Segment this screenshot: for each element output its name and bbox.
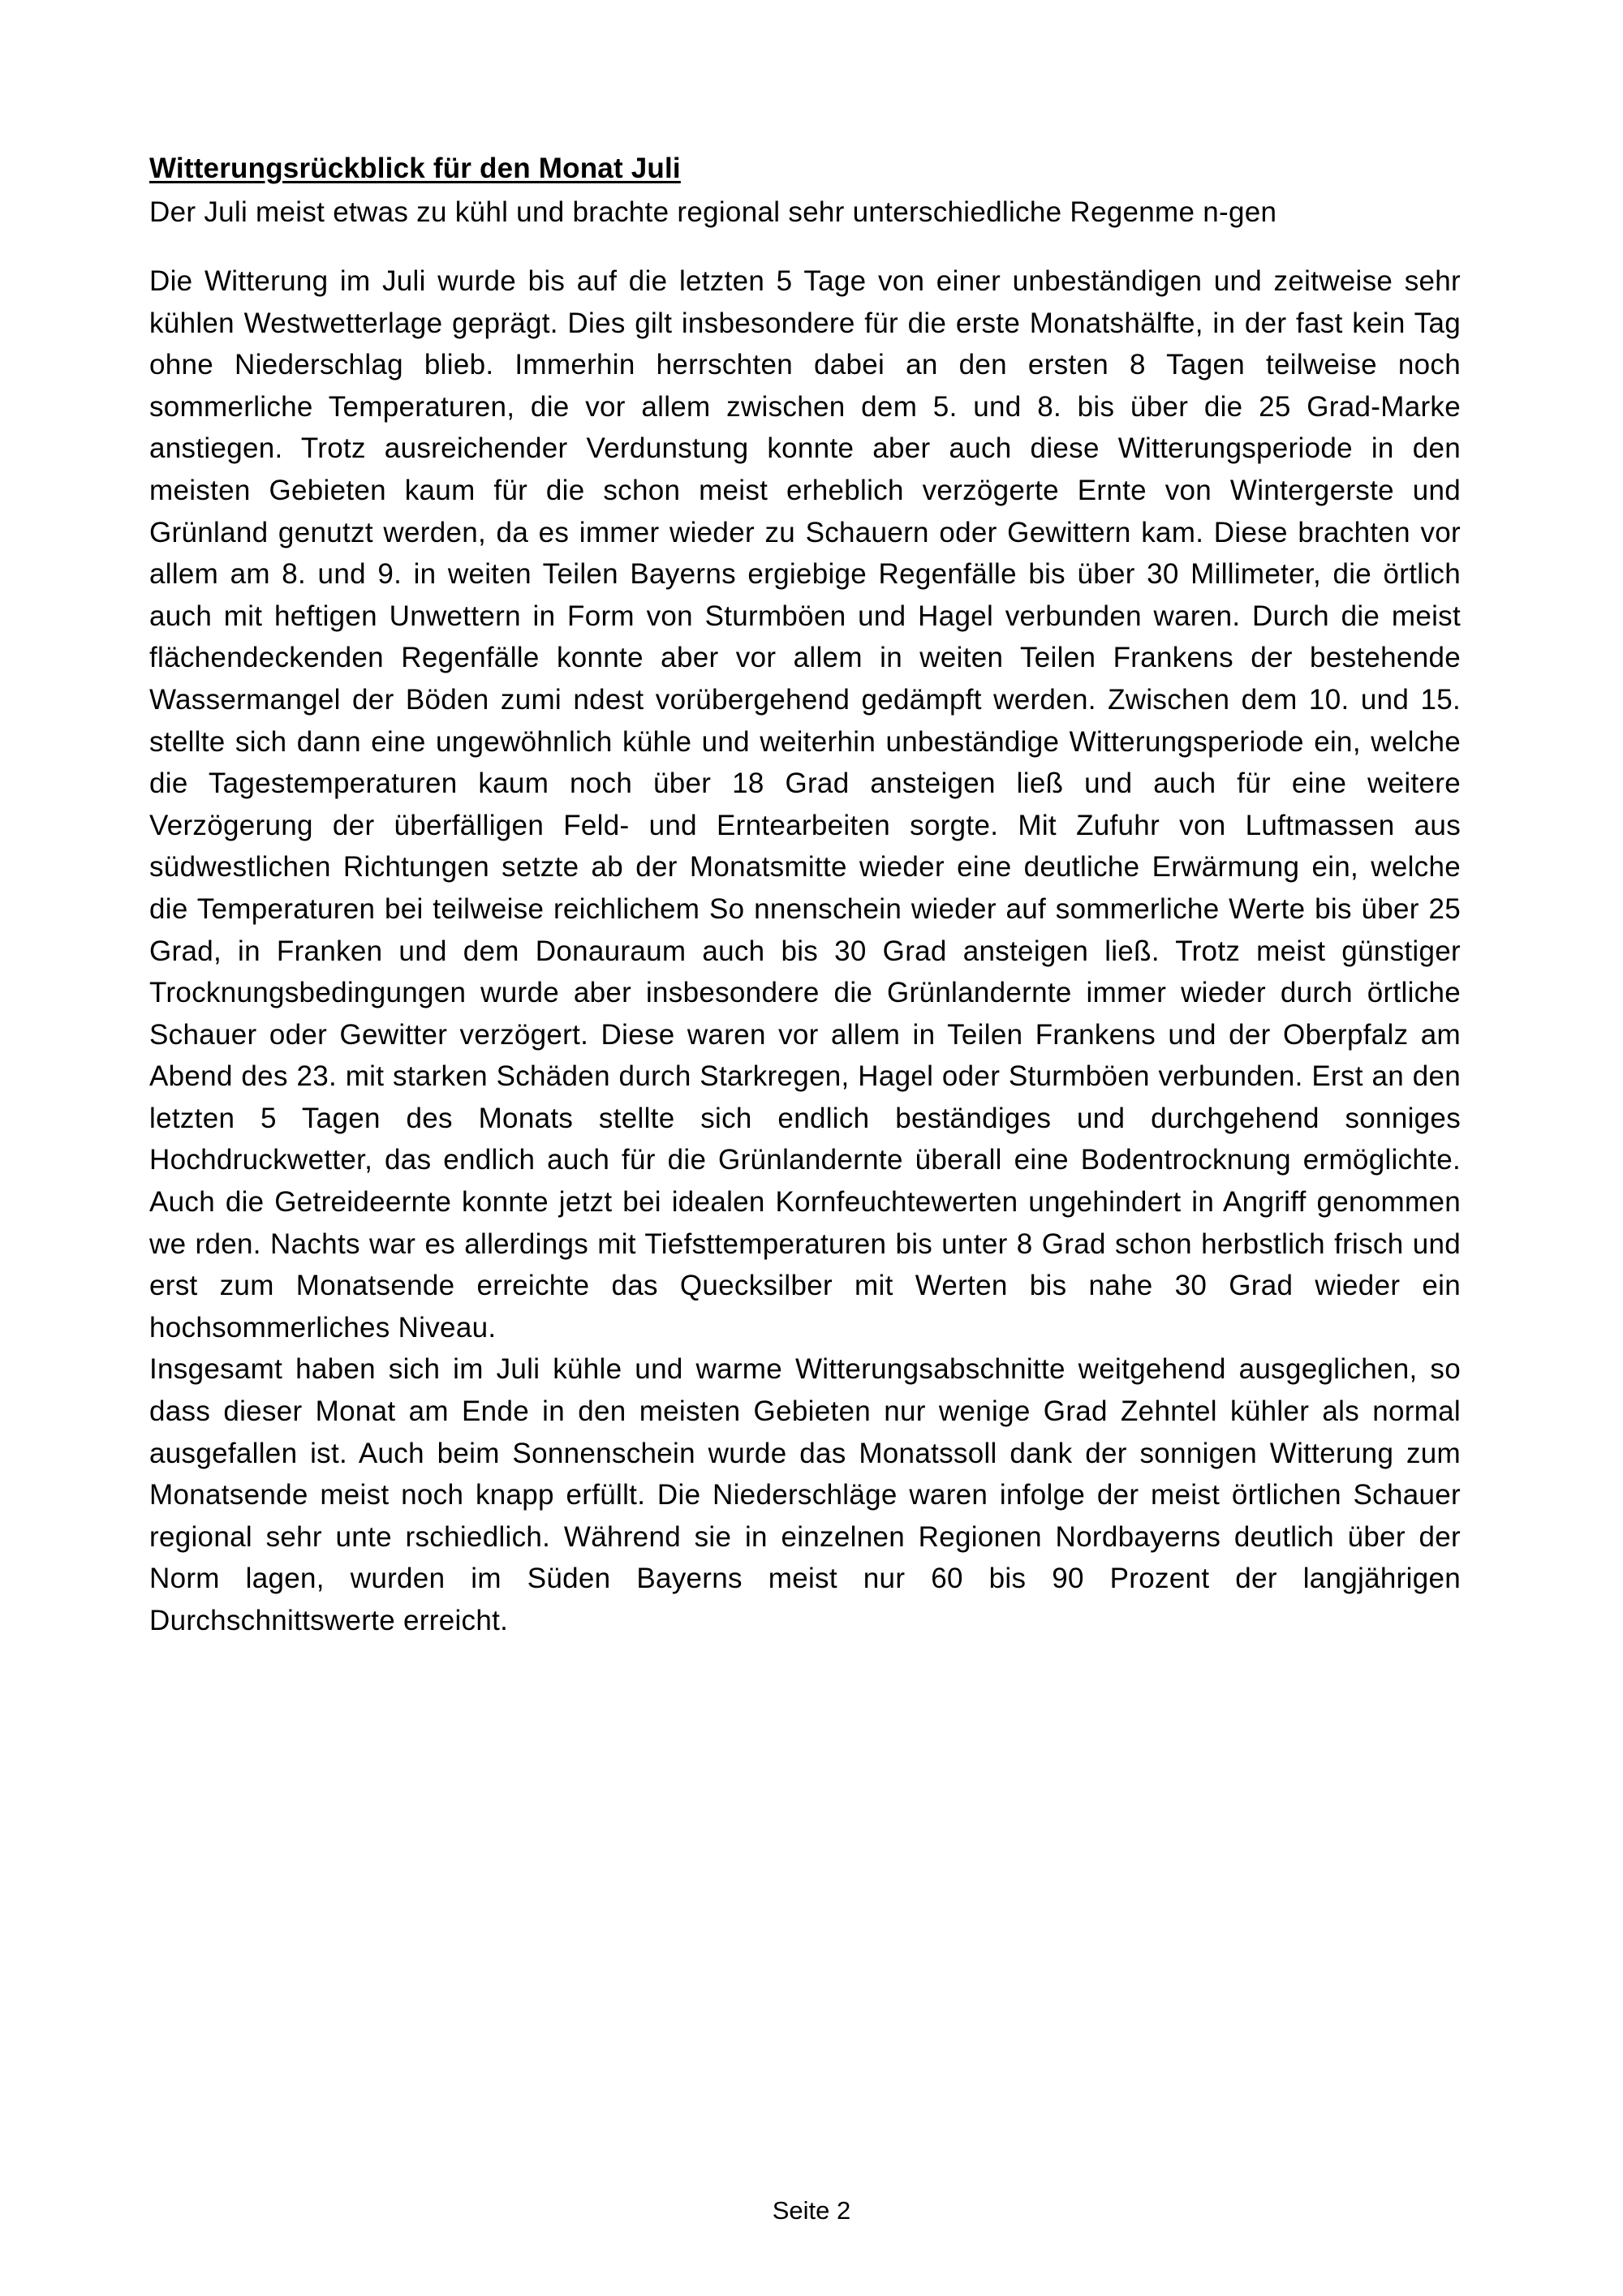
document-title: Witterungsrückblick für den Monat Juli xyxy=(149,153,681,184)
document-body xyxy=(149,148,1461,1642)
document-subtitle: Der Juli meist etwas zu kühl und brachte regional sehr unterschiedliche Regenme n-gen xyxy=(149,196,1277,228)
paragraph-summary: Insgesamt haben sich im Juli kühle und warme Witterungsabschnitte weitgehend ausgeglichen, so dass dieser Monat am Ende in den meisten Gebieten nur wenige Grad Zehntel kühler als normal ausgefallen ist. Auch beim Sonnenschein wurde das Monatssoll dank der sonnigen Witterung zum Monatsende meist noch knapp erfüllt. Die Niederschläge waren infolge der meist örtlichen Schauer regional sehr unte rschiedlich. Während sie in einzelnen Regionen Nordbayerns deutlich über der Norm lagen, wurden im Süden Bayerns meist nur 60 bis 90 Prozent der langjährigen Durchschnittswerte erreicht. xyxy=(149,1353,1461,1636)
page-number: Seite 2 xyxy=(772,2196,851,2225)
paragraph-main: Die Witterung im Juli wurde bis auf die letzten 5 Tage von einer unbeständigen und zeitweise sehr kühlen Westwetterlage geprägt. Dies gilt insbesondere für die erste Monatshälfte, in der fast kein Tag ohne Niederschlag blieb. Immerhin herrschten dabei an den ersten 8 Tagen teilweise noch sommerliche Temperaturen, die vor allem zwischen dem 5. und 8. bis über die 25 Grad-Marke anstiegen. Trotz ausreichender Verdunstung konnte aber auch diese Witterungsperiode in den meisten Gebieten kaum für die schon meist erheblich verzögerte Ernte von Wintergerste und Grünland genutzt werden, da es immer wieder zu Schauern oder Gewittern kam. Diese brachten vor allem am 8. und 9. in weiten Teilen Bayerns ergiebige Regenfälle bis über 30 Millimeter, die örtlich auch mit heftigen Unwettern in Form von Sturmböen und Hagel verbunden waren. Durch die meist flächendeckenden Regenfälle konnte aber vor allem in weiten Teilen Frankens der bestehende Wassermangel der Böden zumi ndest vorübergehend gedämpft werden. Zwischen dem 10. und 15. stellte sich dann eine ungewöhnlich kühle und weiterhin unbeständige Witterungsperiode ein, welche die Tagestemperaturen kaum noch über 18 Grad ansteigen ließ und auch für eine weitere Verzögerung der überfälligen Feld- und Erntearbeiten sorgte. Mit Zufuhr von Luftmassen aus südwestlichen Richtungen setzte ab der Monatsmitte wieder eine deutliche Erwärmung ein, welche die Temperaturen bei teilweise reichlichem So nnenschein wieder auf sommerliche Werte bis über 25 Grad, in Franken und dem Donauraum auch bis 30 Grad ansteigen ließ. Trotz meist günstiger Trocknungsbedingungen wurde aber insbesondere die Grünlandernte immer wieder durch örtliche Schauer oder Gewitter verzögert. Diese waren vor allem in Teilen Frankens und der Oberpfalz am Abend des 23. mit starken Schäden durch Starkregen, Hagel oder Sturmböen verbunden. Erst an den letzten 5 Tagen des Monats stellte sich endlich beständiges und durchgehend sonniges Hochdruckwetter, das endlich auch für die Grünlandernte überall eine Bodentrocknung ermöglichte. Auch die Getreideernte konnte jetzt bei idealen Kornfeuchtewerten ungehindert in Angriff genommen we rden. Nachts war es allerdings mit Tiefsttemperaturen bis unter 8 Grad schon herbstlich frisch und erst zum Monatsende erreichte das Quecksilber mit Werten bis nahe 30 Grad wieder ein hochsommerliches Niveau. xyxy=(149,265,1461,1344)
